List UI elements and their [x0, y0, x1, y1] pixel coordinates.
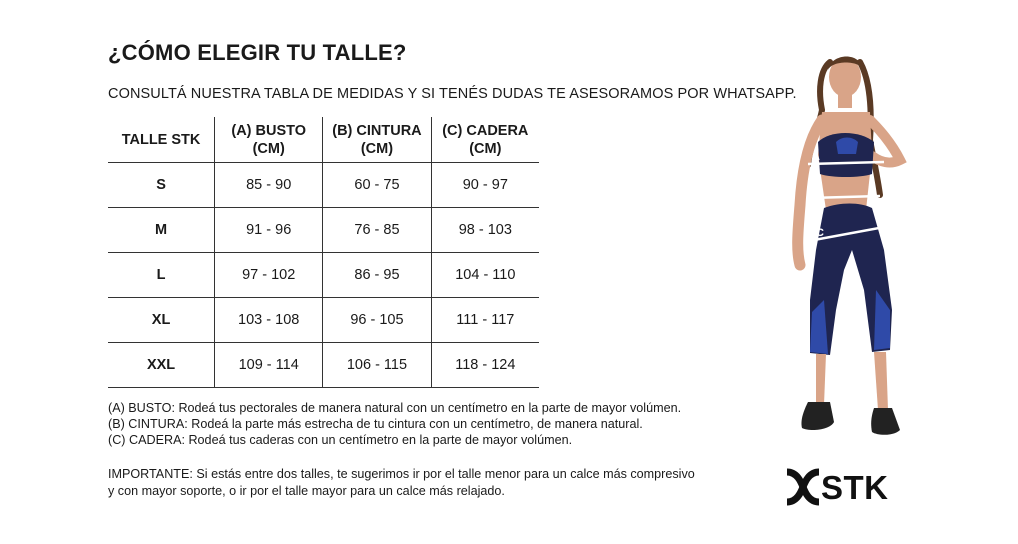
header-busto: (A) BUSTO (CM): [215, 117, 323, 163]
measure-line-b: [810, 196, 880, 198]
cadera-cell: 90 - 97: [431, 163, 539, 208]
header-talle: TALLE STK: [108, 117, 215, 163]
cadera-cell: 111 - 117: [431, 298, 539, 343]
table-row: [108, 208, 539, 253]
stk-logo-mark-icon: [785, 468, 821, 506]
size-cell: XXL: [108, 343, 215, 388]
size-cell: XL: [108, 298, 215, 343]
size-cell: M: [108, 208, 215, 253]
important-line-2: y con mayor soporte, o ir por el talle mayor para un calce más relajado.: [108, 484, 505, 498]
busto-cell: 103 - 108: [215, 298, 323, 343]
busto-cell: 97 - 102: [215, 253, 323, 298]
cintura-cell: 96 - 105: [323, 298, 431, 343]
stk-logo: [785, 468, 897, 506]
busto-cell: 109 - 114: [215, 343, 323, 388]
busto-cell: 85 - 90: [215, 163, 323, 208]
size-cell: L: [108, 253, 215, 298]
cadera-cell: 104 - 110: [431, 253, 539, 298]
page-title: ¿CÓMO ELEGIR TU TALLE?: [108, 40, 407, 65]
cintura-cell: 106 - 115: [323, 343, 431, 388]
important-line-1: IMPORTANTE: Si estás entre dos talles, te sugerimos ir por el talle menor para un calce más compresivo: [108, 467, 695, 481]
note-cadera: (C) CADERA: Rodeá tus caderas con un centímetro en la parte de mayor volúmen.: [108, 433, 573, 447]
page-subtitle: CONSULTÁ NUESTRA TABLA DE MEDIDAS Y SI TENÉS DUDAS TE ASESORAMOS POR WHATSAPP.: [108, 86, 797, 102]
model-illustration: [760, 50, 920, 455]
cintura-cell: 60 - 75: [323, 163, 431, 208]
cadera-cell: 118 - 124: [431, 343, 539, 388]
size-cell: S: [108, 163, 215, 208]
busto-cell: 91 - 96: [215, 208, 323, 253]
important-note: [108, 466, 728, 500]
cintura-cell: 86 - 95: [323, 253, 431, 298]
table-row: [108, 343, 539, 388]
cintura-cell: 76 - 85: [323, 208, 431, 253]
measure-label-a: A: [812, 151, 820, 163]
size-chart-table: [108, 117, 539, 388]
header-cintura: (B) CINTURA (CM): [323, 117, 431, 163]
table-row: [108, 298, 539, 343]
cadera-cell: 98 - 103: [431, 208, 539, 253]
table-row: [108, 163, 539, 208]
header-cadera: (C) CADERA (CM): [431, 117, 539, 163]
stk-logo-text: STK: [821, 469, 889, 506]
note-cintura: (B) CINTURA: Rodeá la parte más estrecha de tu cintura con un centímetro, de manera natural.: [108, 417, 643, 431]
measure-label-b: B: [812, 185, 820, 197]
note-busto: (A) BUSTO: Rodeá tus pectorales de manera natural con un centímetro en la parte de mayor volúmen.: [108, 401, 682, 415]
table-row: [108, 253, 539, 298]
measure-label-c: C: [816, 227, 824, 239]
table-header-row: [108, 117, 539, 163]
measurement-notes: [108, 400, 681, 448]
